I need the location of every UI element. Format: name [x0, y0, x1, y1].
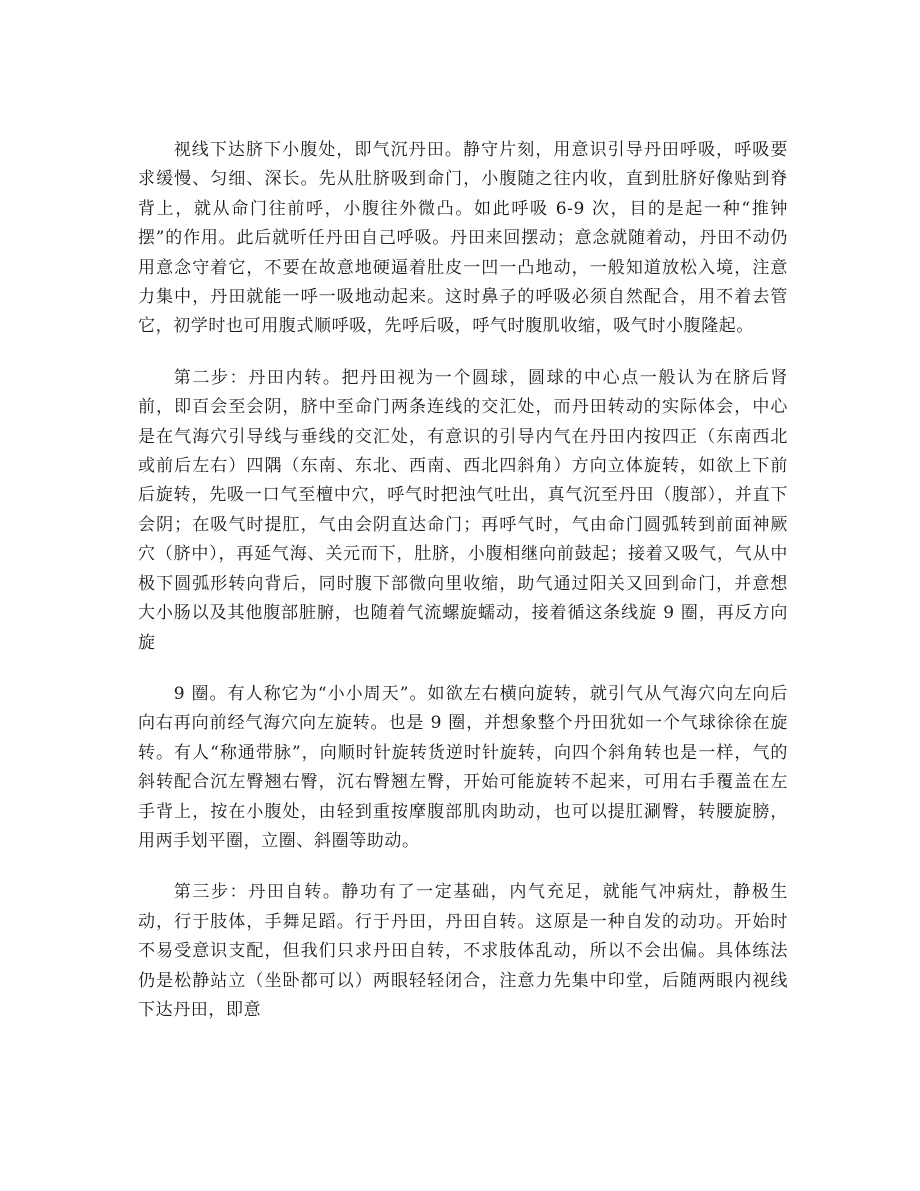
- paragraph-3: 9 圈。有人称它为“小小周天”。如欲左右横向旋转，就引气从气海穴向左向后向右再向前经气海穴向左旋转。也是 9 圈，并想象整个丹田犹如一个气球徐徐在旋转。有人“称通带脉”，向顺时针旋转货逆时针旋转，向四个斜角转也是一样，气的斜转配合沉左臀翘右臀，沉右臀翘左臀，开始可能旋转不起来，可用右手覆盖在左手背上，按在小腹处，由轻到重按摩腹部肌肉助动，也可以提肛涮臀，转腰旋膀，用两手划平圈，立圈、斜圈等助动。: [138, 683, 788, 851]
- paragraph-2: 第二步：丹田内转。把丹田视为一个圆球，圆球的中心点一般认为在脐后肾前，即百会至会阴，脐中至命门两条连线的交汇处，而丹田转动的实际体会，中心是在气海穴引导线与垂线的交汇处，有意识的引导内气在丹田内按四正（东南西北或前后左右）四隅（东南、东北、西南、西北四斜角）方向立体旋转，如欲上下前后旋转，先吸一口气至檀中穴，呼气时把浊气吐出，真气沉至丹田（腹部），并直下会阴；在吸气时提肛，气由会阴直达命门；再呼气时，气由命门圆弧转到前面神厥穴（脐中），再延气海、关元而下，肚脐，小腹相继向前鼓起；接着又吸气，气从中极下圆弧形转向背后，同时腹下部微向里收缩，助气通过阳关又回到命门，并意想大小肠以及其他腹部脏腑，也随着气流螺旋蠕动，接着循这条线旋 9 圈，再反方向旋: [138, 367, 788, 653]
- document-body: [138, 136, 788, 1025]
- paragraph-4: 第三步：丹田自转。静功有了一定基础，内气充足，就能气冲病灶，静极生动，行于肢体，手舞足蹈。行于丹田，丹田自转。这原是一种自发的动功。开始时不易受意识支配，但我们只求丹田自转，不求肢体乱动，所以不会出偏。具体练法仍是松静站立（坐卧都可以）两眼轻轻闭合，注意力先集中印堂，后随两眼内视线下达丹田，即意: [138, 882, 788, 1020]
- paragraph-1: 视线下达脐下小腹处，即气沉丹田。静守片刻，用意识引导丹田呼吸，呼吸要求缓慢、匀细、深长。先从肚脐吸到命门，小腹随之往内收，直到肚脐好像贴到脊背上，就从命门往前呼，小腹往外微凸。如此呼吸 6-9 次，目的是起一种“推钟摆”的作用。此后就听任丹田自己呼吸。丹田来回摆动；意念就随着动，丹田不动仍用意念守着它，不要在故意地硬逼着肚皮一凹一凸地动，一般知道放松入境，注意力集中，丹田就能一呼一吸地动起来。这时鼻子的呼吸必须自然配合，用不着去管它，初学时也可用腹式顺呼吸，先呼后吸，呼气时腹肌收缩，吸气时小腹隆起。: [138, 140, 788, 337]
